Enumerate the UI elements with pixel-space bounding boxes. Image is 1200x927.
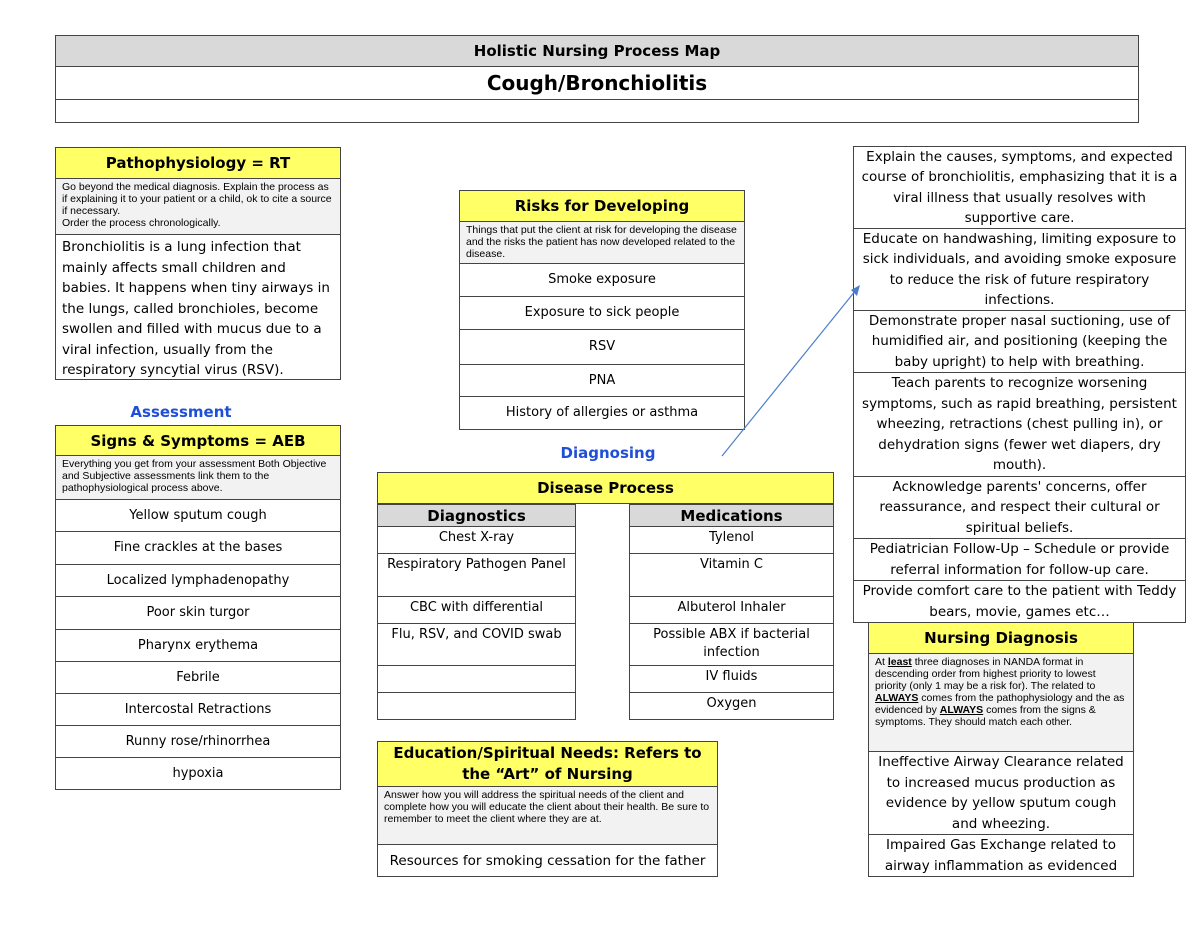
symptom-item: Runny rose/rhinorrhea: [55, 726, 341, 758]
symptom-item: Pharynx erythema: [55, 630, 341, 662]
nursing-dx-item: Ineffective Airway Clearance related to increased mucus production as evidence by yellow sputum cough and wheezing.: [868, 752, 1134, 835]
risk-item: PNA: [459, 365, 745, 397]
intervention-item: Educate on handwashing, limiting exposure to sick individuals, and avoiding smoke exposure to reduce the risk of future respiratory infections.: [853, 229, 1186, 311]
signs-symptoms-title: Signs & Symptoms = AEB: [55, 425, 341, 456]
education-item: Resources for smoking cessation for the father: [377, 845, 718, 877]
risks-title: Risks for Developing: [459, 190, 745, 222]
intervention-item: Demonstrate proper nasal suctioning, use of humidified air, and positioning (keeping the baby upright) to help with breathing.: [853, 311, 1186, 373]
intervention-item: Teach parents to recognize worsening symptoms, such as rapid breathing, persistent wheezing, retractions (chest pulling in), or dehydration signs (fewer wet diapers, dry mouth).: [853, 373, 1186, 477]
risk-item: Smoke exposure: [459, 264, 745, 297]
medication-item: IV fluids: [629, 666, 834, 693]
patho-title: Pathophysiology = RT: [55, 147, 341, 179]
diagnostics-header: Diagnostics: [377, 504, 576, 527]
risk-item: RSV: [459, 330, 745, 365]
signs-symptoms-note: Everything you get from your assessment Both Objective and Subjective assessments link them to the pathophysiological process above.: [55, 456, 341, 500]
assessment-label: Assessment: [130, 403, 232, 421]
nursing-dx-item: Impaired Gas Exchange related to airway inflammation as evidenced: [868, 835, 1134, 877]
education-note: Answer how you will address the spiritual needs of the client and complete how you will educate the client about their health. Be sure to remember to meet the client where they are at.: [377, 787, 718, 845]
education-title: Education/Spiritual Needs: Refers to the “Art” of Nursing: [377, 741, 718, 787]
medication-item: Possible ABX if bacterial infection: [629, 624, 834, 666]
medication-item: Albuterol Inhaler: [629, 597, 834, 624]
intervention-item: Provide comfort care to the patient with Teddy bears, movie, games etc…: [853, 581, 1186, 623]
map-title: Holistic Nursing Process Map: [55, 35, 1139, 67]
diagnostic-item: [377, 666, 576, 693]
intervention-item: Acknowledge parents' concerns, offer reassurance, and respect their cultural or spiritual beliefs.: [853, 477, 1186, 539]
medication-item: Oxygen: [629, 693, 834, 720]
diagnostic-item: Flu, RSV, and COVID swab: [377, 624, 576, 666]
page-title: Cough/Bronchiolitis: [55, 67, 1139, 100]
patho-note: Go beyond the medical diagnosis. Explain the process as if explaining it to your patient or a child, ok to cite a source if necessary. Order the process chronologically.: [55, 179, 341, 235]
risk-item: Exposure to sick people: [459, 297, 745, 330]
diagnostic-item: [377, 693, 576, 720]
diagnosing-label: Diagnosing: [560, 444, 656, 462]
symptom-item: Yellow sputum cough: [55, 500, 341, 532]
diagnostic-item: Respiratory Pathogen Panel: [377, 554, 576, 597]
disease-process-title: Disease Process: [377, 472, 834, 504]
diagnostic-item: CBC with differential: [377, 597, 576, 624]
symptom-item: Fine crackles at the bases: [55, 532, 341, 565]
intervention-item: Explain the causes, symptoms, and expected course of bronchiolitis, emphasizing that it is a viral illness that usually resolves with supportive care.: [853, 146, 1186, 229]
patho-body: Bronchiolitis is a lung infection that mainly affects small children and babies. It happens when tiny airways in the lungs, called bronchioles, become swollen and filled with mucus due to a viral infection, usually from the respiratory syncytial virus (RSV).: [55, 235, 341, 380]
symptom-item: hypoxia: [55, 758, 341, 790]
symptom-item: Febrile: [55, 662, 341, 694]
symptom-item: Intercostal Retractions: [55, 694, 341, 726]
header-empty-row: [55, 100, 1139, 123]
nursing-dx-note: At least three diagnoses in NANDA format in descending order from highest priority to lowest priority (only 1 may be a risk for). The related to ALWAYS comes from the pathophysiology and the as evidenced by ALWAYS comes from the signs & symptoms. They should match each other.: [868, 654, 1134, 752]
medication-item: Vitamin C: [629, 554, 834, 597]
symptom-item: Poor skin turgor: [55, 597, 341, 630]
intervention-item: Pediatrician Follow-Up – Schedule or provide referral information for follow-up care.: [853, 539, 1186, 581]
symptom-item: Localized lymphadenopathy: [55, 565, 341, 597]
medication-item: Tylenol: [629, 527, 834, 554]
risks-note: Things that put the client at risk for developing the disease and the risks the patient has now developed related to the disease.: [459, 222, 745, 264]
risk-item: History of allergies or asthma: [459, 397, 745, 430]
medications-header: Medications: [629, 504, 834, 527]
nursing-dx-title: Nursing Diagnosis: [868, 622, 1134, 654]
diagnostic-item: Chest X-ray: [377, 527, 576, 554]
